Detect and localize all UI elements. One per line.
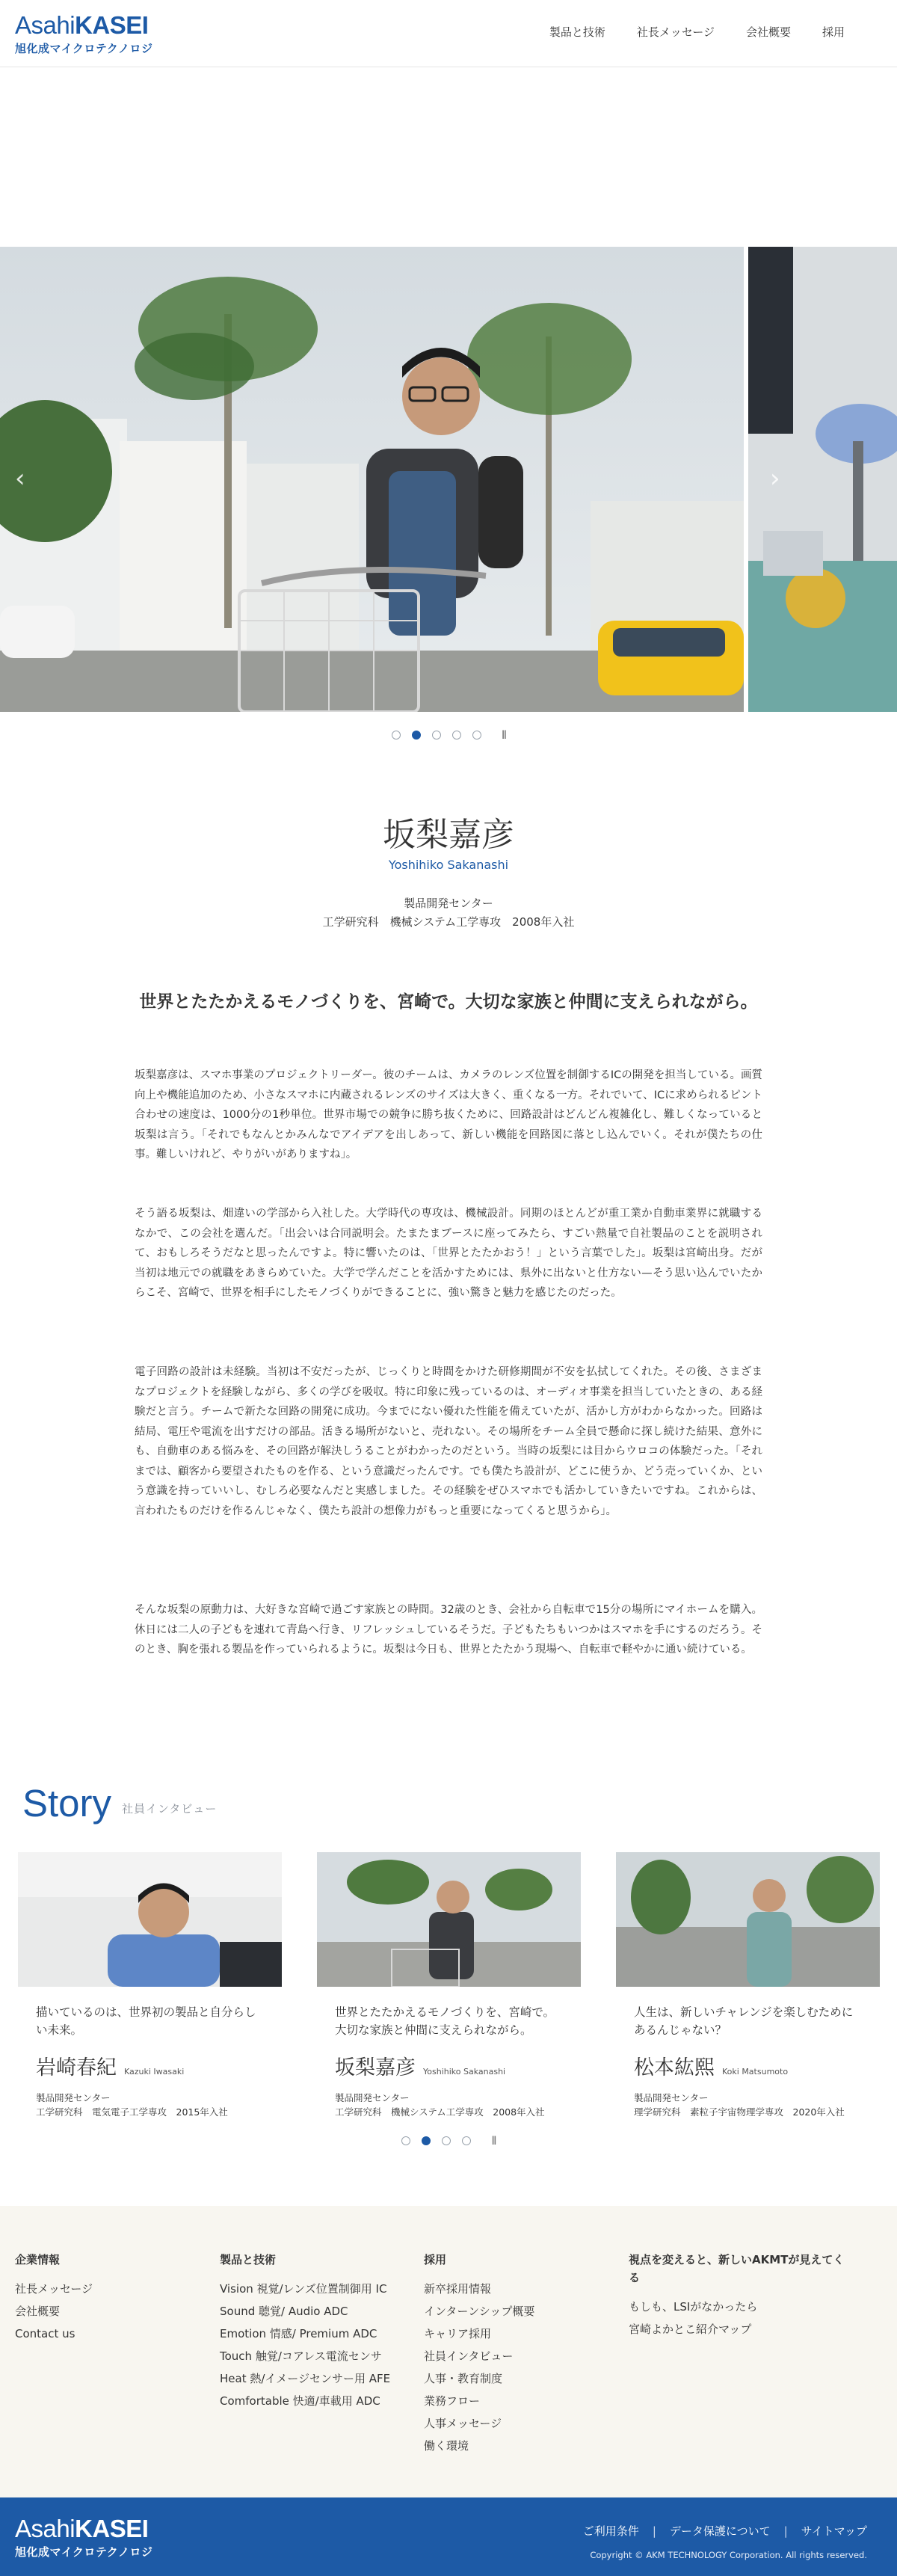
footer-link-president-message[interactable]: 社長メッセージ <box>15 2282 93 2296</box>
footer-link-contact[interactable]: Contact us <box>15 2327 75 2340</box>
footer-link-career[interactable]: キャリア採用 <box>424 2327 492 2340</box>
logo-subtitle: 旭化成マイクロテクノロジ <box>15 42 153 55</box>
logo-text-bold: KASEI <box>75 11 149 39</box>
copyright-text: Copyright © AKM TECHNOLOGY Corporation. All rights reserved. <box>590 2550 867 2560</box>
footer-legal-links <box>583 2523 867 2539</box>
footer-col-recruit-title: 採用 <box>424 2253 447 2266</box>
story-card-1-photo <box>18 1852 282 1987</box>
story-dot-2[interactable] <box>422 2136 431 2145</box>
footer-link-heat[interactable]: Heat 熱/イメージセンサー用 AFE <box>220 2372 391 2385</box>
story-card-3-name: 松本紘熙 <box>634 2056 715 2079</box>
story-card-3-dept1: 製品開発センター <box>634 2092 709 2103</box>
hero-dot-5[interactable] <box>472 731 481 740</box>
article-paragraph-1: 坂梨嘉彦は、スマホ事業のプロジェクトリーダー。彼のチームは、カメラのレンズ位置を制御するICの開発を担当している。画質向上や機能追加のため、小さなスマホに内蔵されるレンズのサイズは大きく、重くなる一方。それでいて、ICに求められるピント合わせの速度は、1000分の1秒単位。世界市場での競争に勝ち抜くために、回路設計はどんどん複雑化し、難しくなっていると坂梨は言う。「それでもなんとかみんなでアイデアを出しあって、新しい機能を回路図に落とし込んでいく。それが僕たちの仕事。難しいけれど、やりがいがありますね」。 <box>135 1069 762 1161</box>
article-paragraph-2: そう語る坂梨は、畑違いの学部から入社した。大学時代の専攻は、機械設計。同期のほとんどが重工業か自動車業界に就職するなかで、この会社を選んだ。「出会いは合同説明会。たまたまブースに座ってみたら、すごい熱量で自社製品のことを説明されて、おもしろそうだなと思ったんですよ。特に響いたのは、「世界とたたかおう！」という言葉でした」。坂梨は宮崎出身。だが当初は地元での就職をあきらめていた。大学で学んだことを活かすためには、県外に出ないと仕方ない—そう思い込んでいたからこそ、宮崎で、世界を相手にしたモノづくりができることに、強い驚きと魅力を感じたのだった。 <box>135 1208 762 1299</box>
footer-logo[interactable] <box>15 2515 153 2560</box>
site-footer <box>0 2206 897 2497</box>
story-dot-4[interactable] <box>462 2136 471 2145</box>
nav-recruit[interactable]: 採用 <box>822 25 845 39</box>
story-card-1-name: 岩崎春紀 <box>36 2056 117 2079</box>
story-card-3-dept <box>634 2091 862 2119</box>
footer-link-touch[interactable]: Touch 触覚/コアレス電流センサ <box>220 2349 382 2363</box>
hero-dot-1[interactable] <box>392 731 401 740</box>
footer-logo-wordmark <box>15 2515 153 2542</box>
story-card-1-dept2: 工学研究科 電気電子工学専攻 2015年入社 <box>36 2106 228 2118</box>
story-card-2-roman: Yoshihiko Sakanashi <box>423 2067 506 2077</box>
footer-link-hr-message[interactable]: 人事メッセージ <box>424 2417 502 2430</box>
story-card-2-name-row <box>335 2051 563 2080</box>
nav-president-message[interactable]: 社長メッセージ <box>636 25 715 39</box>
footer-link-hr-system[interactable]: 人事・教育制度 <box>424 2372 503 2385</box>
footer-col-company <box>15 2251 93 2345</box>
nav-products[interactable]: 製品と技術 <box>549 25 605 39</box>
footer-separator-1: | <box>652 2524 656 2538</box>
story-heading: Story <box>22 1782 112 1825</box>
story-card-3[interactable] <box>616 1852 880 2119</box>
footer-link-internship[interactable]: インターンシップ概要 <box>424 2305 535 2318</box>
logo-wordmark <box>15 12 153 39</box>
profile-name: 坂梨嘉彦 <box>383 816 514 854</box>
footer-logo-text-light: Asahi <box>15 2515 75 2542</box>
hero-dot-4[interactable] <box>452 731 461 740</box>
story-card-1[interactable] <box>18 1852 282 2119</box>
footer-link-workflow[interactable]: 業務フロー <box>424 2394 481 2408</box>
story-card-1-dept <box>36 2091 264 2119</box>
story-card-1-dept1: 製品開発センター <box>36 2092 111 2103</box>
story-card-2[interactable] <box>317 1852 581 2119</box>
story-pagination <box>0 2133 897 2148</box>
hero-carousel <box>0 247 897 712</box>
story-dot-3[interactable] <box>442 2136 451 2145</box>
hero-pagination <box>0 728 897 742</box>
story-card-2-name: 坂梨嘉彦 <box>335 2056 416 2079</box>
story-card-2-photo <box>317 1852 581 1987</box>
story-card-2-dept1: 製品開発センター <box>335 2092 410 2103</box>
story-card-2-dept <box>335 2091 563 2119</box>
story-card-3-roman: Koki Matsumoto <box>722 2067 789 2077</box>
footer-link-miyazaki-map[interactable]: 宮崎よかとこ紹介マップ <box>629 2323 752 2336</box>
footer-link-interviews[interactable]: 社員インタビュー <box>424 2349 514 2363</box>
article-paragraph-4: そんな坂梨の原動力は、大好きな宮崎で過ごす家族との時間。32歳のとき、会社から自転車で15分の場所にマイホームを購入。休日には二人の子どもを連れて青島へ行き、リフレッシュしているそうだ。子どもたちもいつかはスマホを手にするのだろう。そのとき、胸を張れる製品を作っていられるように。坂梨は今日も、世界とたたかう現場へ、自転車で軽やかに通い続けている。 <box>135 1604 762 1656</box>
story-card-3-photo <box>616 1852 880 1987</box>
footer-col-products <box>220 2251 390 2412</box>
story-pause-icon[interactable]: II <box>491 2133 496 2148</box>
profile-dept-line1: 製品開発センター <box>404 897 493 910</box>
logo-text-light: Asahi <box>15 11 75 39</box>
footer-link-environment[interactable]: 働く環境 <box>424 2439 469 2453</box>
footer-link-privacy[interactable]: データ保護について <box>669 2524 771 2538</box>
footer-col-perspective <box>629 2251 845 2340</box>
footer-separator-2: | <box>783 2524 788 2538</box>
footer-link-company-overview[interactable]: 会社概要 <box>15 2305 61 2318</box>
footer-col-products-title: 製品と技術 <box>220 2253 277 2266</box>
footer-link-new-graduate[interactable]: 新卒採用情報 <box>424 2282 492 2296</box>
footer-link-sitemap[interactable]: サイトマップ <box>801 2524 867 2538</box>
footer-link-sound[interactable]: Sound 聴覚/ Audio ADC <box>220 2305 348 2318</box>
nav-company[interactable]: 会社概要 <box>745 25 791 39</box>
hero-dot-3[interactable] <box>432 731 441 740</box>
footer-col-recruit <box>424 2251 534 2457</box>
story-card-1-lead: 描いているのは、世界初の製品と自分らしい未来。 <box>36 2005 256 2037</box>
hero-photo-cyclist <box>0 247 744 712</box>
footer-col-perspective-title: 視点を変えると、新しいAKMTが見えてくる <box>629 2253 845 2284</box>
footer-link-comfortable[interactable]: Comfortable 快適/車載用 ADC <box>220 2394 380 2408</box>
story-card-1-roman: Kazuki Iwasaki <box>124 2067 185 2077</box>
story-card-1-name-row <box>36 2051 264 2080</box>
profile-dept-line2: 工学研究科 機械システム工学専攻 2008年入社 <box>322 915 575 929</box>
footer-link-emotion[interactable]: Emotion 情感/ Premium ADC <box>220 2327 377 2340</box>
hero-dot-2[interactable] <box>412 731 421 740</box>
profile-roman-name: Yoshihiko Sakanashi <box>388 858 509 872</box>
story-card-2-lead: 世界とたたかえるモノづくりを、宮崎で。大切な家族と仲間に支えられながら。 <box>335 2005 555 2037</box>
story-card-3-name-row <box>634 2051 862 2080</box>
footer-link-vision[interactable]: Vision 視覚/レンズ位置制御用 IC <box>220 2282 387 2296</box>
footer-logo-text-bold: KASEI <box>75 2515 149 2542</box>
footer-logo-subtitle: 旭化成マイクロテクノロジ <box>15 2545 153 2559</box>
story-card-3-lead: 人生は、新しいチャレンジを楽しむためにあるんじゃない？ <box>634 2005 854 2037</box>
hero-prev-arrow[interactable]: ‹ <box>15 464 25 494</box>
footer-link-terms[interactable]: ご利用条件 <box>582 2524 639 2538</box>
story-dot-1[interactable] <box>401 2136 410 2145</box>
hero-pause-icon[interactable]: II <box>501 728 506 742</box>
footer-col-company-title: 企業情報 <box>15 2253 61 2266</box>
article-paragraph-3: 電子回路の設計は未経験。当初は不安だったが、じっくりと時間をかけた研修期間が不安を払拭してくれた。その後、さまざまなプロジェクトを経験しながら、多くの学びを吸収。特に印象に残っているのは、オーディオ事業を担当していたときの、ある経験だと言う。チームで新たな回路の開発に成功。今までにない優れた性能を備えていたが、活かし方がわからなかった。回路は結局、電圧や電流を出すだけの部品。活きる場所がないと、売れない。その場所をチーム全員で懸命に探し続けた結果、意外にも、自動車のある悩みを、その回路が解決しうることがわかったのだという。当時の坂梨には目からウロコの体験だった。「それまでは、顧客から要望されたものを作る、という意識だったんです。でも僕たち設計が、どこに使うか、どう売っていくか、という意識を持っていいし、むしろ必要なんだと実感しました。その経験をぜひスマホでも活かしていきたいですね。これからは、言われたものだけを作るんじゃなく、僕たち設計の想像力がもっと重要になってくると思うから」。 <box>135 1366 762 1517</box>
site-header <box>0 0 897 67</box>
story-subheading: 社員インタビュー <box>122 1802 218 1816</box>
footer-link-no-lsi[interactable]: もしも、LSIがなかったら <box>629 2300 758 2314</box>
story-card-3-dept2: 理学研究科 素粒子宇宙物理学専攻 2020年入社 <box>634 2106 845 2118</box>
article-lead: 世界とたたかえるモノづくりを、宮崎で。大切な家族と仲間に支えられながら。 <box>139 992 758 1012</box>
footer-bottom-bar <box>0 2497 897 2576</box>
company-logo[interactable] <box>15 12 153 56</box>
main-nav <box>549 24 845 40</box>
story-card-2-dept2: 工学研究科 機械システム工学専攻 2008年入社 <box>335 2106 545 2118</box>
hero-next-arrow[interactable]: › <box>770 464 780 494</box>
profile-department <box>0 894 897 932</box>
